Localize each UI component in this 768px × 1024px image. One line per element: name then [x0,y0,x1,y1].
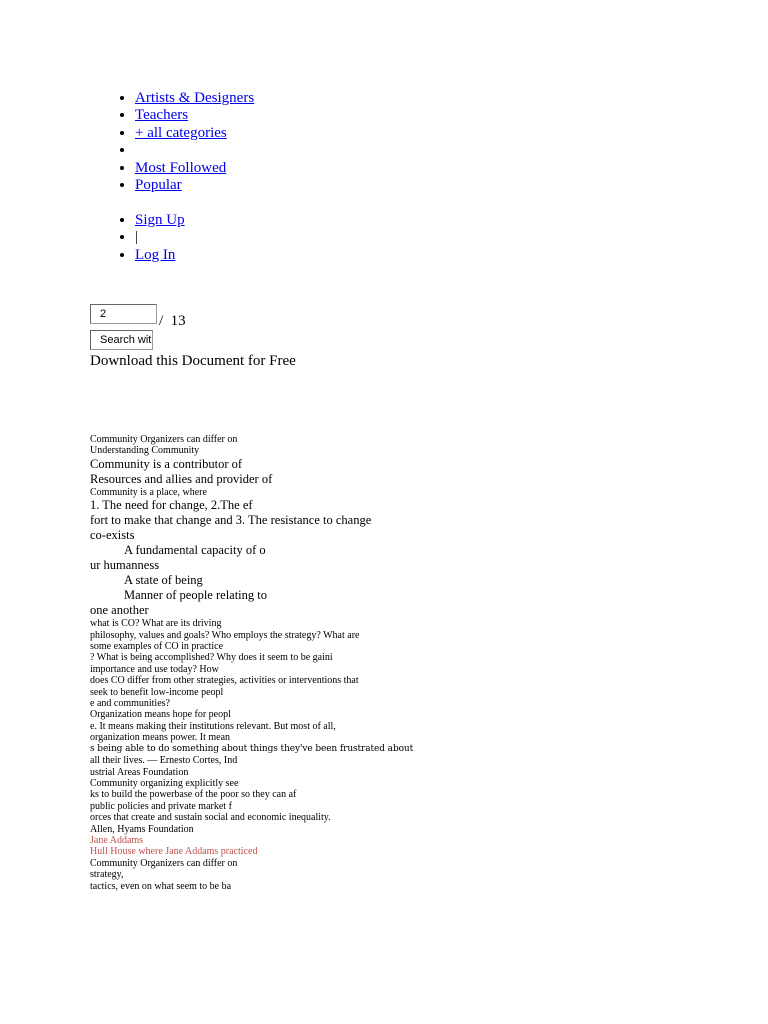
doc-line: Understanding Community [90,445,200,457]
doc-line: 1. The need for change, 2.The ef [90,498,253,513]
doc-line-text: A state of being [124,573,203,588]
doc-line: co-exists [90,528,135,543]
doc-line: Community organizing explicitly see [90,777,239,789]
doc-line: does CO differ from other strategies, activities or interventions that [90,675,359,687]
doc-line: ustrial Areas Foundation [90,766,189,778]
doc-line: seek to benefit low-income peopl [90,686,224,698]
doc-line: tactics, even on what seem to be ba [90,880,232,892]
most-followed-link[interactable]: Most Followed [135,159,227,176]
doc-line: philosophy, values and goals? Who employs the strategy? What are [90,629,360,641]
account-nav [90,212,185,264]
nav-item-signup [135,212,185,229]
doc-bullet-line [90,573,390,588]
doc-line: all their lives. — Ernesto Cortes, Ind [90,755,238,767]
nav-item-all-categories [135,125,254,142]
doc-line: e. It means making their institutions relevant. But most of all, [90,720,336,732]
nav-item-teachers [135,107,254,124]
doc-bullet-line [90,588,390,603]
doc-line: Community is a place, where [90,486,207,498]
doc-line: orces that create and sustain social and economic inequality. [90,812,331,824]
login-link[interactable]: Log In [135,246,176,263]
doc-line: what is CO? What are its driving [90,618,222,630]
doc-line: Resources and allies and provider of [90,471,273,486]
all-categories-link[interactable]: + all categories [135,124,227,141]
nav-separator: | [135,229,139,246]
nav-item-login [135,247,185,264]
doc-line: ks to build the powerbase of the poor so they can af [90,789,297,801]
artists-designers-link[interactable]: Artists & Designers [135,90,255,106]
doc-line: one another [90,603,149,618]
doc-line: strategy, [90,869,124,881]
nav-item-separator [135,229,185,246]
doc-line: Community Organizers can differ on [90,857,238,869]
download-document-text: Download this Document for Free [90,353,296,369]
doc-line: Community Organizers can differ on [90,434,238,445]
page-number-input[interactable]: 2 [90,304,157,324]
doc-line-text: Manner of people relating to [124,588,268,603]
doc-line: importance and use today? How [90,663,219,675]
nav-item-popular [135,177,254,194]
doc-line: s being able to do something about things they've been frustrated about [90,743,414,754]
search-within-input[interactable]: Search wit [90,330,153,350]
doc-line: Organization means hope for peopl [90,709,231,721]
nav-item-empty [135,142,254,159]
doc-line: e and communities? [90,698,170,710]
doc-line: public policies and private market f [90,800,232,812]
doc-line: ur humanness [90,558,160,573]
doc-line-text: A fundamental capacity of o [124,543,266,558]
document-text [90,434,414,892]
category-nav [90,90,254,194]
image-caption: Jane Addams [90,834,144,846]
nav-item-artists [135,90,254,107]
doc-line: fort to make that change and 3. The resistance to change [90,513,372,528]
doc-line: ? What is being accomplished? Why does it seem to be gaini [90,652,333,664]
page-count: / 13 [159,313,186,329]
popular-link[interactable]: Popular [135,177,182,194]
doc-line: organization means power. It mean [90,732,231,744]
doc-line: some examples of CO in practice [90,641,224,653]
doc-line: Allen, Hyams Foundation [90,823,194,835]
teachers-link[interactable]: Teachers [135,107,189,124]
nav-item-most-followed [135,160,254,177]
doc-bullet-line [90,543,390,558]
signup-link[interactable]: Sign Up [135,212,185,228]
doc-line: Community is a contributor of [90,456,243,471]
image-caption: Hull House where Jane Addams practiced [90,846,258,858]
